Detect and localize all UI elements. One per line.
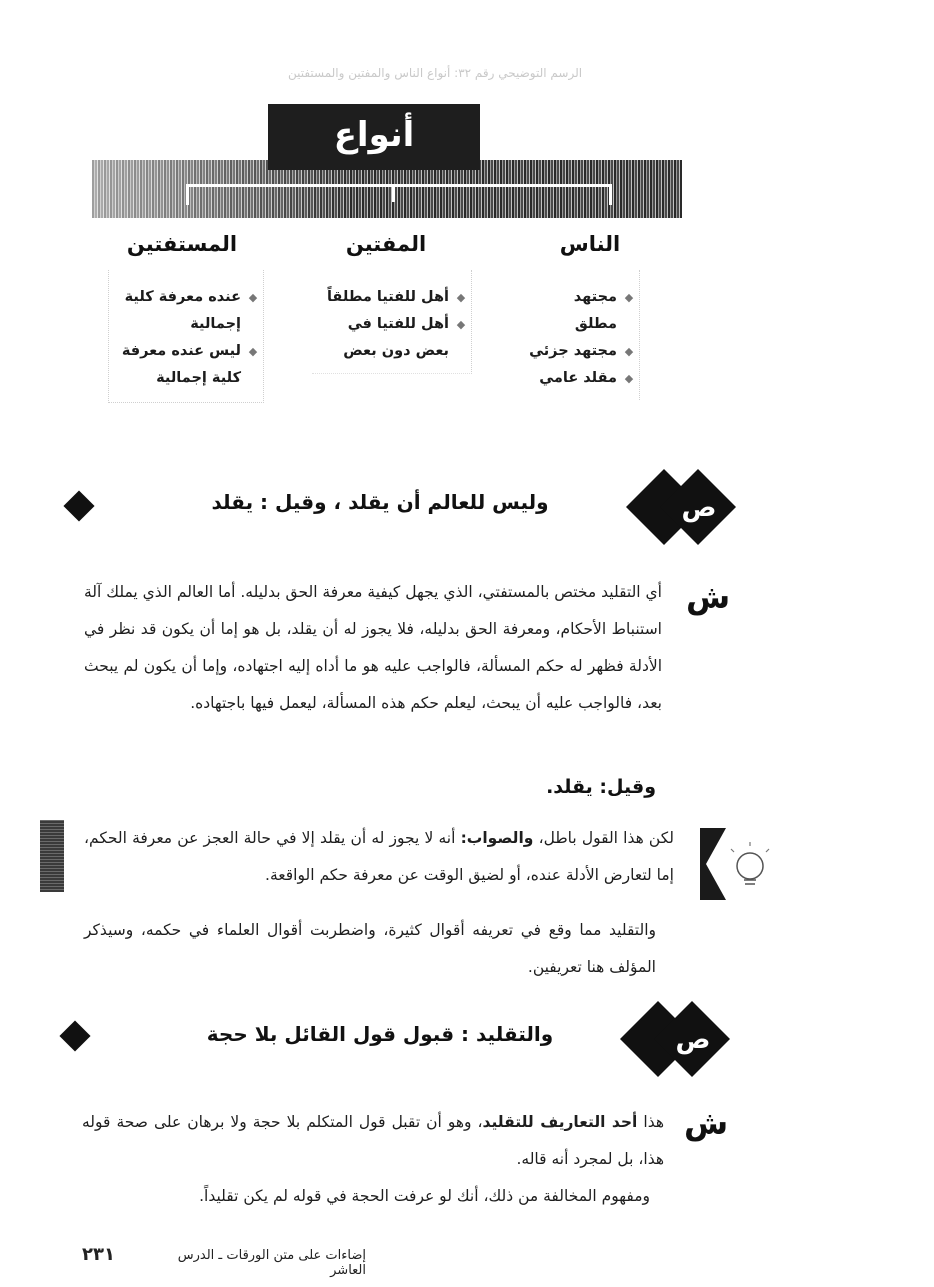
paragraph: ومفهوم المخالفة من ذلك، أنك لو عرفت الحجة في قوله لم يكن تقليداً. bbox=[199, 1187, 650, 1205]
category-list-people bbox=[528, 270, 640, 400]
list-item-text: مجتهد جزئي bbox=[529, 343, 617, 359]
paragraph-bold: والصواب: bbox=[460, 829, 534, 847]
sharh-mark: ش bbox=[686, 578, 731, 616]
bullet-icon: ◆ bbox=[624, 291, 634, 304]
category-list-questioners bbox=[108, 270, 264, 403]
paragraph-bold: أحد التعاريف للتقليد bbox=[482, 1113, 638, 1131]
category-title-questioners bbox=[120, 224, 244, 264]
diamond-ornament-icon bbox=[59, 1020, 90, 1051]
paragraph bbox=[82, 1104, 664, 1178]
list-item-text: عنده معرفة كلية إجمالية bbox=[124, 289, 241, 332]
category-list-box bbox=[528, 270, 640, 400]
matn-badge bbox=[620, 462, 736, 556]
list-item bbox=[528, 338, 635, 365]
category-list-muftis bbox=[312, 270, 472, 374]
list-item-text: ليس عنده معرفة كلية إجمالية bbox=[121, 343, 241, 386]
category-title-text: الناس bbox=[559, 232, 621, 256]
badge-letter: ص bbox=[681, 493, 717, 523]
sub-heading: وقيل: يقلد. bbox=[546, 776, 656, 798]
sad-badge-icon bbox=[620, 462, 736, 552]
bullet-icon: ◆ bbox=[248, 345, 258, 358]
paragraph: أي التقليد مختص بالمستفتي، الذي يجهل كيفية معرفة الحق بدليله. أما العالم الذي يملك آلة استنباط الأحكام، ومعرفة الحق بدليله، فلا يجوز له أن يقلد، بل هو إما أن يكون قد نظر في الأدلة فظهر له حكم المسألة، فالواجب عليه هو ما أداه إليه اجتهاده، وإما أن يكون لم يبحث بعد، فالواجب عليه أن يبحث، ليعلم حكم هذه المسألة، ليعمل فيها باجتهاده. bbox=[84, 583, 662, 712]
diagram-connector bbox=[186, 184, 612, 205]
list-item-text: أهل للفتيا مطلقاً bbox=[326, 289, 449, 305]
page-number: ٢٣١ bbox=[82, 1244, 115, 1265]
paragraph bbox=[84, 820, 674, 894]
section-heading: والتقليد : قبول قول القائل بلا حجة bbox=[206, 1022, 554, 1046]
figure-caption: الرسم التوضيحي رقم ٣٢: أنواع الناس والمفتين والمستفتين bbox=[287, 66, 583, 80]
section-heading: وليس للعالم أن يقلد ، وقيل : يقلد bbox=[211, 490, 549, 514]
bullet-icon: ◆ bbox=[624, 345, 634, 358]
bullet-icon: ◆ bbox=[248, 291, 258, 304]
list-item-text: مقلد عامي bbox=[539, 370, 617, 386]
list-item bbox=[528, 284, 635, 338]
category-list-box bbox=[108, 270, 264, 403]
list-item bbox=[115, 284, 259, 338]
list-item-text: مجتهد مطلق bbox=[573, 289, 617, 332]
paragraph-text: ، وهو أن تقبل قول المتكلم بلا حجة ولا برهان على صحة قوله هذا، بل لمجرد أنه قاله. bbox=[82, 1113, 664, 1168]
matn-badge bbox=[614, 994, 730, 1088]
paragraph-text: أنه لا يجوز له أن يقلد إلا في حالة العجز عن معرفة الحكم، إما لتعارض الأدلة عنده، أو لضيق الوقت عن معرفة حكم الواقعة. bbox=[84, 829, 674, 884]
list-item bbox=[316, 311, 467, 365]
sharh-mark: ش bbox=[684, 1104, 729, 1142]
category-title-text: المفتين bbox=[345, 232, 427, 256]
list-item-text: أهل للفتيا في بعض دون بعض bbox=[343, 316, 449, 359]
category-title-people bbox=[530, 224, 650, 264]
badge-letter: ص bbox=[675, 1025, 711, 1055]
list-item bbox=[316, 284, 467, 311]
paragraph-text: هذا bbox=[637, 1113, 664, 1131]
paragraph: والتقليد مما وقع في تعريفه أقوال كثيرة، واضطربت أقوال العلماء في حكمه، وسيذكر المؤلف هنا تعريفين. bbox=[84, 921, 656, 976]
margin-bar bbox=[40, 820, 64, 892]
diamond-ornament-icon bbox=[63, 490, 94, 521]
paragraph-text: لكن هذا القول باطل، bbox=[533, 829, 674, 847]
sad-badge-icon bbox=[614, 994, 730, 1084]
diagram-connector-center bbox=[392, 184, 395, 202]
bullet-icon: ◆ bbox=[624, 372, 634, 385]
diagram-title: أنواع bbox=[268, 104, 480, 170]
lamp-icon-svg bbox=[700, 828, 776, 900]
category-title-text: المستفتين bbox=[126, 232, 238, 256]
category-list-box bbox=[312, 270, 472, 374]
list-item bbox=[528, 365, 635, 392]
category-title-muftis bbox=[334, 224, 438, 264]
bullet-icon: ◆ bbox=[456, 291, 466, 304]
lamp-icon bbox=[700, 828, 776, 900]
list-item bbox=[115, 338, 259, 392]
bullet-icon: ◆ bbox=[456, 318, 466, 331]
footer-book-title: إضاءات على متن الورقات ـ الدرس العاشر bbox=[177, 1248, 366, 1278]
